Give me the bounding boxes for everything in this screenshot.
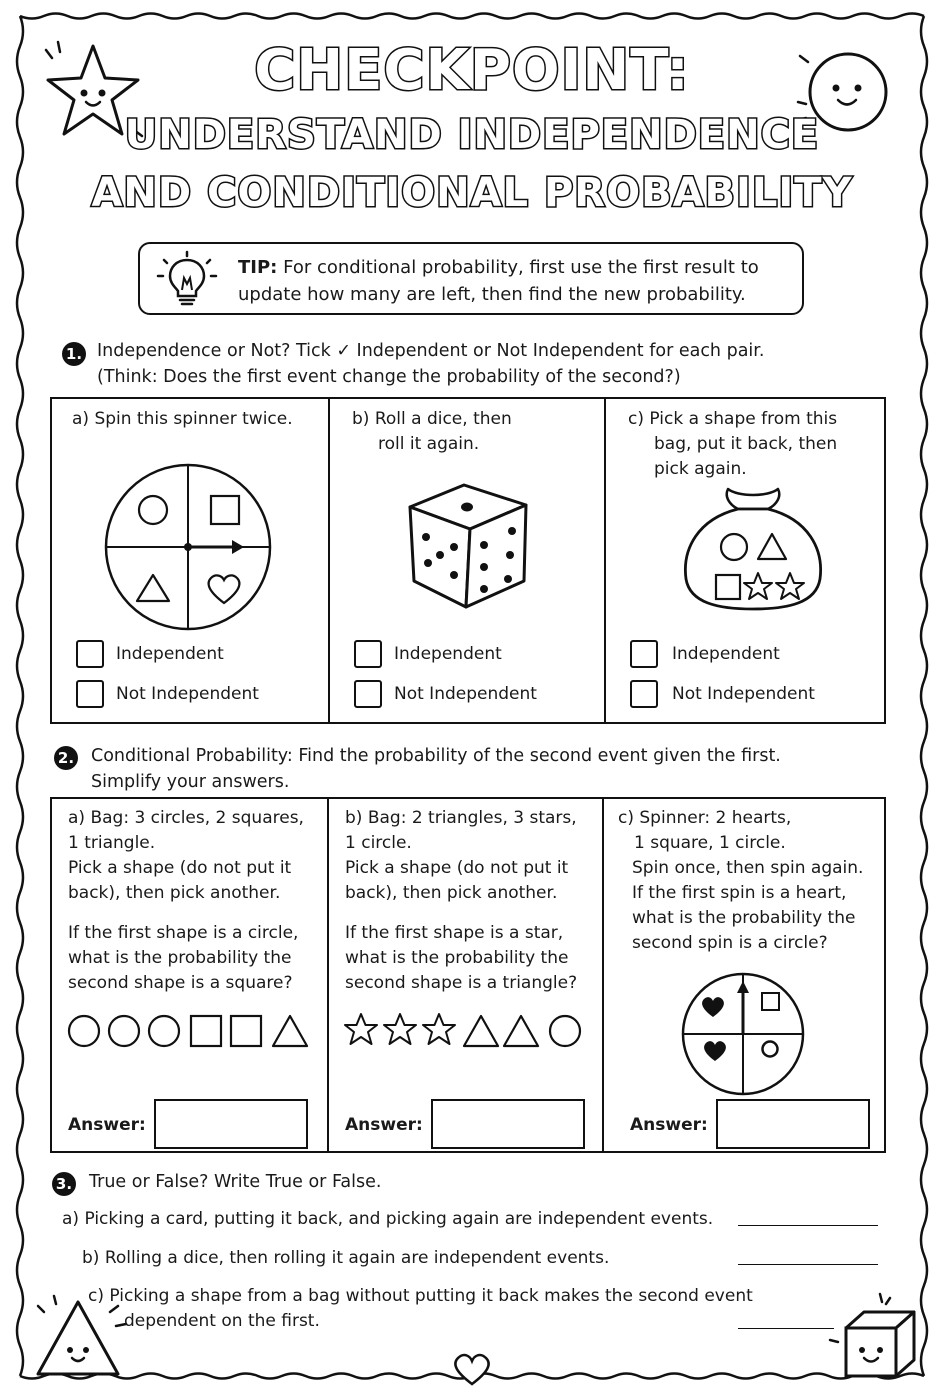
q2a-line1: a) Bag: 3 circles, 2 squares, — [68, 808, 304, 828]
q1c-independent-label: Independent — [672, 644, 780, 664]
q2c-spinner-icon — [680, 971, 806, 1097]
q1b-not-independent-label: Not Independent — [394, 684, 537, 704]
q2c-line6: second spin is a circle? — [632, 933, 828, 953]
tip-text — [238, 254, 798, 308]
q1c-label: c) Pick a shape from this — [628, 409, 838, 429]
q2a-question1: If the first shape is a circle, — [68, 923, 299, 943]
q1a-not-independent-checkbox[interactable] — [76, 680, 104, 708]
q1a-not-independent-label: Not Independent — [116, 684, 259, 704]
q3a-statement: a) Picking a card, putting it back, and picking again are independent events. — [62, 1209, 714, 1229]
page-title: CHECKPOINT: — [254, 38, 690, 103]
q2b-line4: back), then pick another. — [345, 883, 558, 903]
question-3-prompt: True or False? Write True or False. — [89, 1172, 382, 1192]
q2b-question2: what is the probability the — [345, 948, 569, 968]
q1c-not-independent-checkbox[interactable] — [630, 680, 658, 708]
q1b-label: b) Roll a dice, then — [352, 409, 512, 429]
q2c-answer-box[interactable] — [716, 1099, 870, 1149]
q1b-label-line2: roll it again. — [378, 434, 480, 454]
q2-cell-a — [52, 799, 327, 1151]
q3c-answer-line[interactable] — [738, 1328, 834, 1329]
q2b-answer-label: Answer: — [345, 1115, 423, 1135]
bag-icon — [678, 479, 828, 615]
q2b-question3: second shape is a triangle? — [345, 973, 578, 993]
q1c-label-line3: pick again. — [654, 459, 747, 479]
q1a-independent-checkbox[interactable] — [76, 640, 104, 668]
q1-cell-b — [328, 399, 604, 722]
q2b-line1: b) Bag: 2 triangles, 3 stars, — [345, 808, 577, 828]
q3b-answer-line[interactable] — [738, 1264, 878, 1265]
q1-cell-c — [604, 399, 884, 722]
question-2-hint: Simplify your answers. — [91, 772, 290, 792]
q1-cell-a — [52, 399, 328, 722]
q2a-question3: second shape is a square? — [68, 973, 293, 993]
q2a-shapes-icon — [66, 1011, 312, 1051]
q2-cell-b — [327, 799, 602, 1151]
q1b-independent-checkbox[interactable] — [354, 640, 382, 668]
q2a-line4: back), then pick another. — [68, 883, 281, 903]
tip-label: TIP: — [238, 257, 278, 278]
q2b-question1: If the first shape is a star, — [345, 923, 564, 943]
q2c-line4: If the first spin is a heart, — [632, 883, 847, 903]
q1b-independent-label: Independent — [394, 644, 502, 664]
tip-box — [138, 242, 804, 315]
q2c-line1: c) Spinner: 2 hearts, — [618, 808, 792, 828]
q2-cell-c — [602, 799, 884, 1151]
q1a-independent-label: Independent — [116, 644, 224, 664]
page-subtitle-line1: UNDERSTAND INDEPENDENCE — [124, 112, 820, 158]
tip-body: For conditional probability, first use the first result to update how many are left, then find the new probability. — [238, 257, 759, 305]
question-1-hint: (Think: Does the first event change the probability of the second?) — [97, 367, 681, 387]
question-1-prompt: Independence or Not? Tick ✓ Independent or Not Independent for each pair. — [97, 341, 765, 361]
q3b-statement: b) Rolling a dice, then rolling it again are independent events. — [82, 1248, 610, 1268]
q3c-statement: c) Picking a shape from a bag without putting it back makes the second event — [88, 1286, 753, 1306]
q2c-line3: Spin once, then spin again. — [632, 858, 864, 878]
q2c-line2: 1 square, 1 circle. — [634, 833, 786, 853]
q2a-line2: 1 triangle. — [68, 833, 156, 853]
q2a-line3: Pick a shape (do not put it — [68, 858, 292, 878]
q2c-answer-label: Answer: — [630, 1115, 708, 1135]
page-subtitle-line2: AND CONDITIONAL PROBABILITY — [91, 170, 853, 216]
dice-icon — [404, 477, 534, 613]
q2a-question2: what is the probability the — [68, 948, 292, 968]
q1c-not-independent-label: Not Independent — [672, 684, 815, 704]
q1c-label-line2: bag, put it back, then — [654, 434, 838, 454]
q2b-shapes-icon — [343, 1011, 593, 1051]
question-2-prompt: Conditional Probability: Find the probability of the second event given the first. — [91, 746, 781, 766]
q2a-answer-label: Answer: — [68, 1115, 146, 1135]
q2c-line5: what is the probability the — [632, 908, 856, 928]
question-2-grid — [50, 797, 886, 1153]
question-1-grid — [50, 397, 886, 724]
question-3-number: 3. — [52, 1172, 76, 1196]
heart-icon — [448, 1350, 496, 1390]
cube-character-icon — [824, 1290, 924, 1385]
q1c-independent-checkbox[interactable] — [630, 640, 658, 668]
q1a-label: a) Spin this spinner twice. — [72, 409, 293, 429]
q2b-line3: Pick a shape (do not put it — [345, 858, 569, 878]
spinner-icon — [102, 461, 274, 633]
q2b-answer-box[interactable] — [431, 1099, 585, 1149]
q2a-answer-box[interactable] — [154, 1099, 308, 1149]
question-1-number: 1. — [62, 342, 86, 366]
q3a-answer-line[interactable] — [738, 1225, 878, 1226]
lightbulb-icon — [154, 250, 220, 310]
q2b-line2: 1 circle. — [345, 833, 412, 853]
q3c-statement-line2: dependent on the first. — [124, 1311, 320, 1331]
q1b-not-independent-checkbox[interactable] — [354, 680, 382, 708]
question-2-number: 2. — [54, 746, 78, 770]
